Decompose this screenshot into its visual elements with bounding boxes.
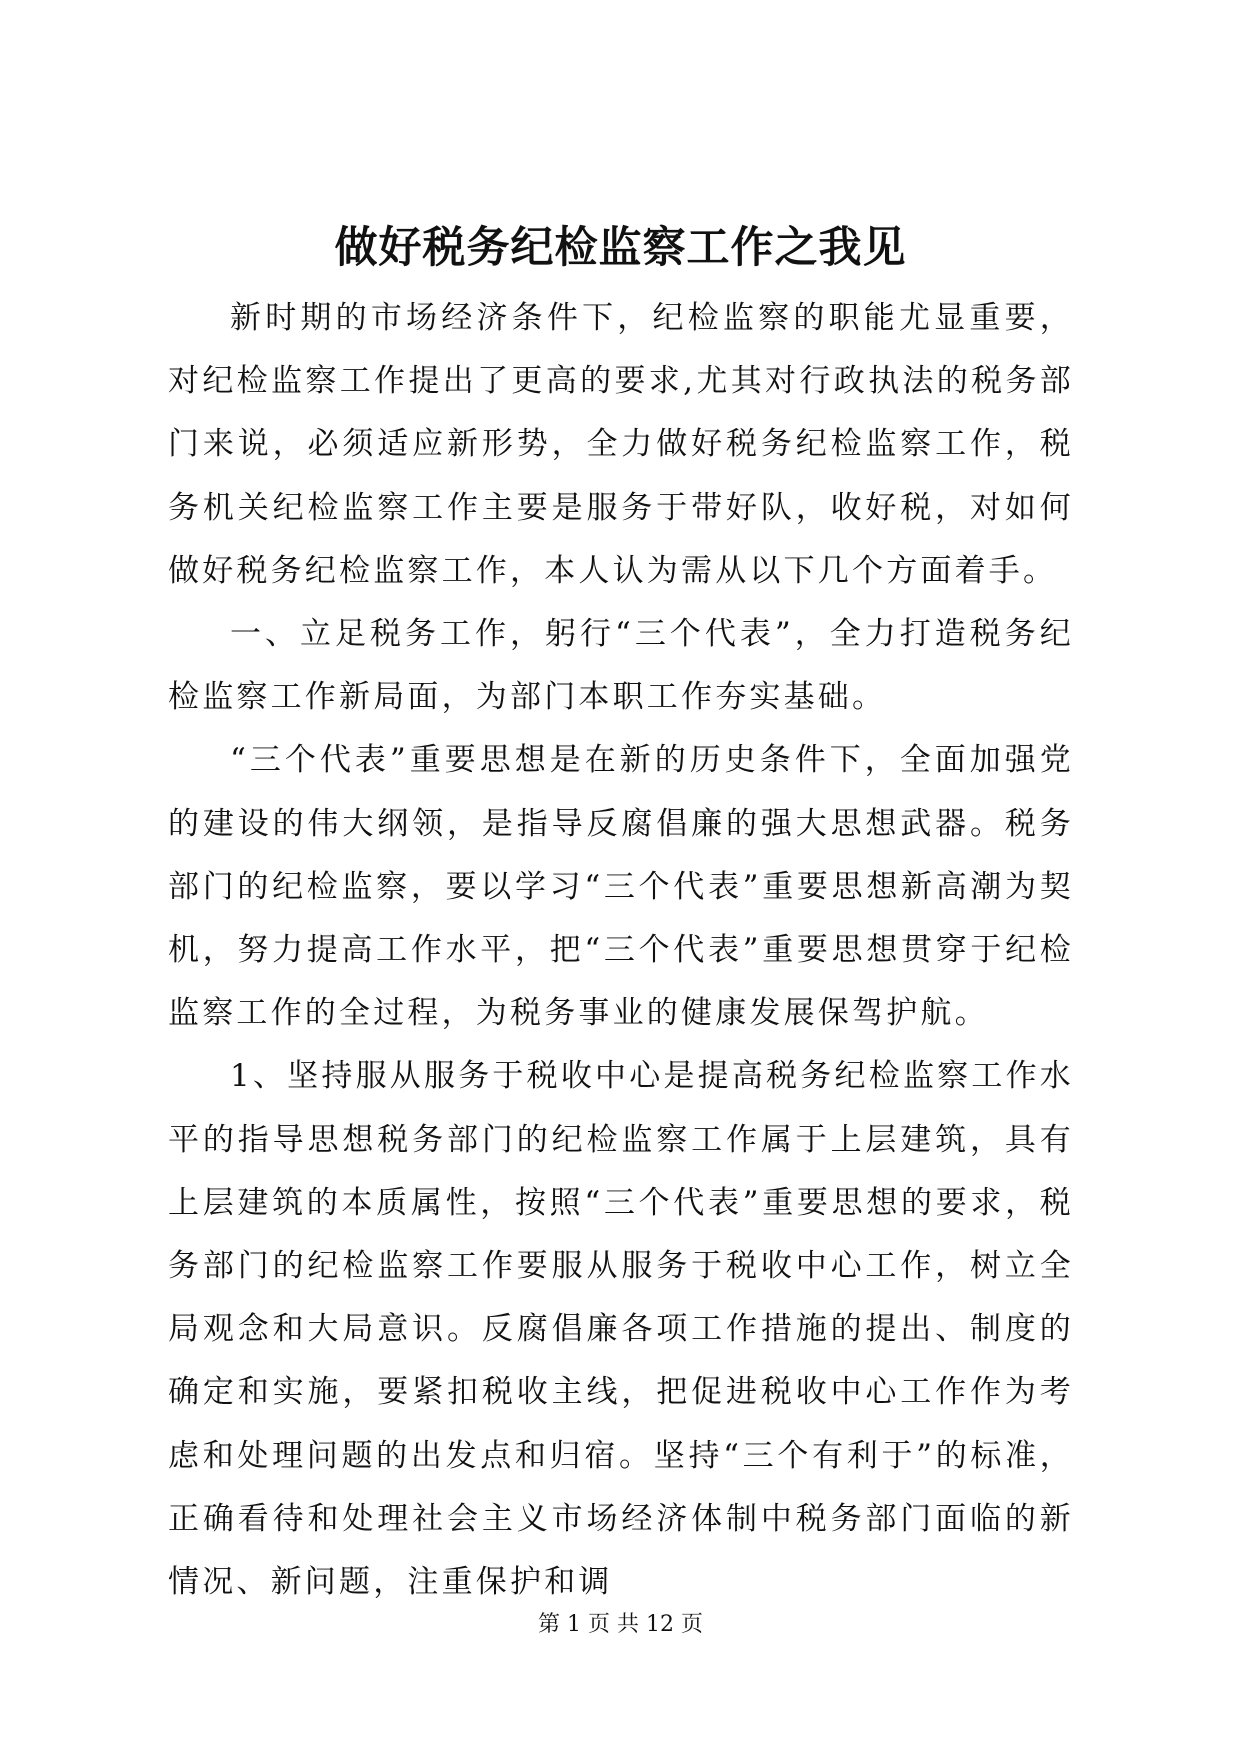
document-title: 做好税务纪检监察工作之我见	[334, 223, 907, 273]
paragraph: “三个代表”重要思想是在新的历史条件下，全面加强党的建设的伟大纲领，是指导反腐倡廉的强大思想武器。税务部门的纪检监察，要以学习“三个代表”重要思想新高潮为契机，努力提高工作水平，把“三个代表”重要思想贯穿于纪检监察工作的全过程，为税务事业的健康发展保驾护航。	[168, 742, 1074, 1032]
page-number-footer: 第 1 页 共 12 页	[538, 1612, 703, 1637]
document-body	[168, 287, 1074, 1614]
paragraph: 一、立足税务工作，躬行“三个代表”，全力打造税务纪检监察工作新局面，为部门本职工作夯实基础。	[168, 616, 1074, 716]
paragraph: 新时期的市场经济条件下，纪检监察的职能尤显重要，对纪检监察工作提出了更高的要求,尤其对行政执法的税务部门来说，必须适应新形势，全力做好税务纪检监察工作，税务机关纪检监察工作主要是服务于带好队，收好税，对如何做好税务纪检监察工作，本人认为需从以下几个方面着手。	[168, 300, 1074, 589]
paragraph: 1、坚持服从服务于税收中心是提高税务纪检监察工作水平的指导思想税务部门的纪检监察工作属于上层建筑，具有上层建筑的本质属性，按照“三个代表”重要思想的要求，税务部门的纪检监察工作要服从服务于税收中心工作，树立全局观念和大局意识。反腐倡廉各项工作措施的提出、制度的确定和实施，要紧扣税收主线，把促进税收中心工作作为考虑和处理问题的出发点和归宿。坚持“三个有利于”的标准，正确看待和处理社会主义市场经济体制中税务部门面临的新情况、新问题，注重保护和调	[168, 1058, 1074, 1601]
